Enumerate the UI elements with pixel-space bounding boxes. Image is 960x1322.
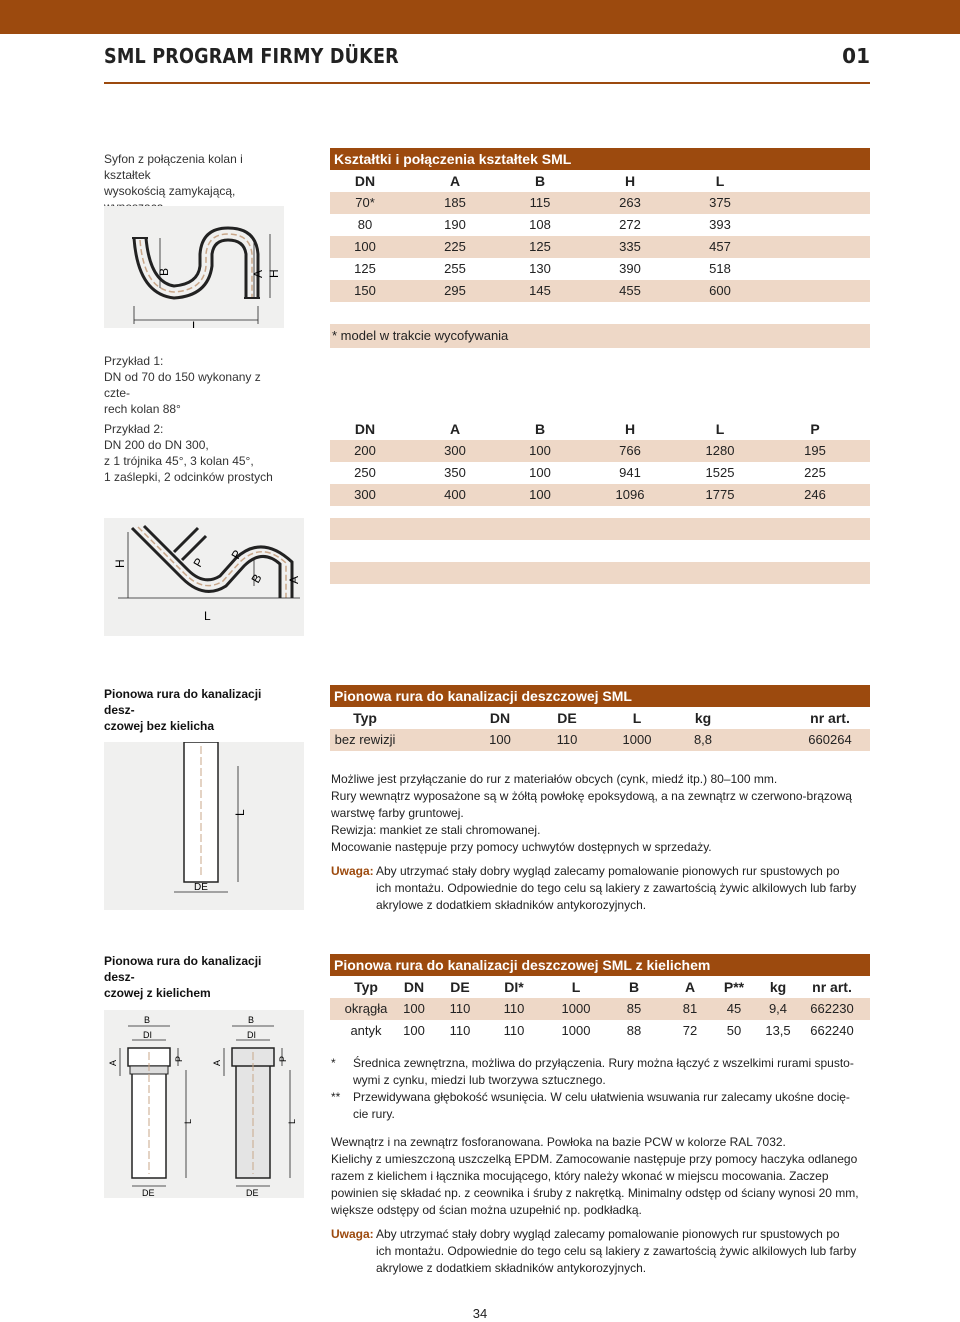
warning-line: Aby utrzymać stały dobry wygląd zalecamy pomalowanie pionowych rur spustowych po	[376, 864, 840, 878]
example2-table	[330, 418, 870, 584]
table-cell: 250	[354, 465, 376, 480]
table-cell: 115	[529, 195, 551, 210]
column-header: DN	[354, 421, 376, 437]
footnote-row	[330, 324, 870, 348]
dim-label-h: H	[267, 269, 281, 278]
table-cell: 72	[682, 1023, 698, 1038]
table-cell: 9,4	[768, 1001, 788, 1016]
table-row	[330, 462, 870, 484]
table-cell: 100	[529, 487, 551, 502]
example2-figure	[104, 518, 304, 636]
column-header: nr art.	[810, 710, 850, 726]
table-cell: 375	[709, 195, 731, 210]
footnote-line: cie rury.	[353, 1107, 395, 1121]
table-row	[330, 214, 870, 236]
dim-label-a: A	[251, 269, 265, 278]
table-row	[330, 258, 870, 280]
text-line: DN od 70 do 150 wykonany z czte-	[104, 370, 261, 400]
table-cell: 100	[403, 1001, 425, 1016]
warning-line: ich montażu. Odpowiednie do tego celu są lakiery z zawartością żywic alkilowych lub farby	[376, 1244, 857, 1258]
table-cell: 125	[354, 261, 376, 276]
socket-downpipe-figure	[104, 1010, 304, 1198]
table-cell: 1000	[622, 732, 652, 747]
page-number: 34	[472, 1306, 488, 1321]
dim-label-h: H	[113, 559, 127, 568]
dim-label-p: P	[278, 1055, 288, 1062]
table-cell: 300	[444, 443, 466, 458]
table-cell: 225	[444, 239, 466, 254]
section4-description	[104, 953, 284, 1001]
dim-label-a: A	[212, 1059, 222, 1066]
dim-label-b: B	[157, 267, 171, 276]
table-cell: 200	[354, 443, 376, 458]
table-cell: 145	[529, 283, 551, 298]
note-line: Możliwe jest przyłączanie do rur z materiałów obcych (cynk, miedź itp.) 80–100 mm.	[331, 772, 778, 786]
table-title: Pionowa rura do kanalizacji deszczowej SML	[330, 685, 870, 707]
desc-line: Pionowa rura do kanalizacji desz-	[104, 954, 262, 984]
table-cell: 662240	[810, 1023, 854, 1038]
column-header: B	[534, 421, 546, 437]
dim-label-a: A	[108, 1059, 118, 1066]
page-title: SML PROGRAM FIRMY DÜKER	[104, 44, 399, 68]
section3-description	[104, 686, 284, 734]
header-rule	[104, 82, 870, 84]
section4-warning	[331, 1226, 871, 1277]
text-line: Przykład 2:	[104, 422, 164, 436]
empty-row	[330, 518, 870, 540]
table-header-row	[330, 707, 870, 729]
warning-label: Uwaga:	[331, 1227, 374, 1241]
table-cell: 263	[619, 195, 641, 210]
table-cell: okrągła	[344, 1001, 388, 1016]
socket-downpipe-table	[330, 954, 870, 1042]
table-row	[330, 280, 870, 302]
column-header: L	[632, 710, 642, 726]
table-row	[330, 1020, 870, 1042]
table-cell: 225	[804, 465, 826, 480]
dim-label-de: DE	[246, 1188, 259, 1198]
table-cell: 45	[726, 1001, 742, 1016]
spacer-row	[330, 506, 870, 518]
footnote-line: wymi z cynku, miedzi lub tworzywa sztucznego.	[353, 1073, 606, 1087]
section-number: 01	[842, 44, 870, 68]
section4-notes	[331, 1134, 871, 1219]
note-line: warstwę farby gruntowej.	[331, 806, 464, 820]
table-cell: 130	[529, 261, 551, 276]
table-cell: 108	[529, 217, 551, 232]
table-cell: 50	[726, 1023, 742, 1038]
warning-line: akrylowe z dodatkiem składników antykorozyjnych.	[376, 898, 647, 912]
note-line: razem z kielichem i łącznika mocującego, który należy wkonać w miejscu mocowania. Zaczep	[331, 1169, 829, 1183]
footnote-item	[331, 1089, 871, 1123]
dim-label-b: B	[144, 1015, 151, 1025]
table-row	[330, 729, 870, 751]
siphon-drawing	[104, 206, 284, 328]
table-cell: 1280	[705, 443, 735, 458]
example1-text	[104, 353, 284, 417]
table-cell: 1775	[705, 487, 735, 502]
table-row	[330, 484, 870, 506]
table-cell: 272	[619, 217, 641, 232]
dim-label-l: L	[287, 1118, 297, 1124]
column-header: P	[810, 421, 820, 437]
text-line: Przykład 1:	[104, 354, 164, 368]
table-cell: 110	[556, 732, 578, 747]
section3-warning	[331, 863, 871, 914]
note-line: powinien się składać np. z ceownika i śruby z nakrętką. Minimalny odstęp od ściany wynosi 20 mm,	[331, 1186, 859, 1200]
column-header: P**	[723, 979, 745, 995]
table-title: Pionowa rura do kanalizacji deszczowej SML z kielichem	[330, 954, 870, 976]
siphon-figure	[104, 206, 284, 328]
dim-label-b: B	[248, 1015, 255, 1025]
dim-label-de: DE	[194, 882, 208, 893]
text-line: DN 200 do DN 300,	[104, 438, 209, 452]
table-cell: 8,8	[693, 732, 713, 747]
table-cell: 70*	[355, 195, 375, 210]
table-cell: 766	[619, 443, 641, 458]
dim-label-di: DI	[247, 1030, 256, 1040]
column-header: Typ	[353, 710, 377, 726]
dim-label-a: A	[287, 575, 301, 584]
table-header-row	[330, 418, 870, 440]
column-header: kg	[769, 979, 787, 995]
table-cell: 100	[354, 239, 376, 254]
table-cell: 393	[709, 217, 731, 232]
table-header-row	[330, 976, 870, 998]
table-cell: bez rewizji	[334, 732, 396, 747]
socket-downpipe-drawing	[104, 1010, 304, 1198]
table-cell: 300	[354, 487, 376, 502]
dim-label-p: P	[228, 547, 245, 562]
table-cell: 350	[444, 465, 466, 480]
note-line: większe odstępy od ścian można uzupełnić np. podkładką.	[331, 1203, 642, 1217]
table-cell: 246	[804, 487, 826, 502]
table-cell: 660264	[808, 732, 852, 747]
note-line: Rury wewnątrz wyposażone są w żółtą powłokę epoksydową, a na zewnątrz w czerwono-brązową	[331, 789, 852, 803]
warning-label: Uwaga:	[331, 864, 374, 878]
table-cell: 1525	[705, 465, 735, 480]
spacer-row	[330, 302, 870, 324]
dim-label-l: L	[192, 319, 199, 328]
section3-notes	[331, 771, 871, 856]
example2-drawing	[104, 518, 304, 636]
column-header: DE	[557, 710, 577, 726]
note-line: Mocowanie następuje przy pomocy uchwytów dostępnych w sprzedaży.	[331, 840, 712, 854]
column-header: B	[628, 979, 640, 995]
column-header: DN	[489, 710, 511, 726]
table-cell: 1000	[561, 1001, 591, 1016]
table-row	[330, 998, 870, 1020]
column-header: DE	[450, 979, 470, 995]
table-cell: 185	[444, 195, 466, 210]
desc-line: czowej bez kielicha	[104, 719, 215, 733]
table-cell: 110	[449, 1001, 471, 1016]
table-cell: 81	[682, 1001, 698, 1016]
column-header: L	[715, 173, 725, 189]
example2-text	[104, 421, 284, 485]
column-header: DI*	[504, 979, 524, 995]
empty-row	[330, 540, 870, 562]
table-cell: 125	[529, 239, 551, 254]
fittings-table	[330, 148, 870, 348]
table-cell: 941	[619, 465, 641, 480]
table-cell: 390	[619, 261, 641, 276]
column-header: H	[624, 421, 636, 437]
column-header: H	[624, 173, 636, 189]
downpipe-table	[330, 685, 870, 751]
column-header: Typ	[354, 979, 378, 995]
footnote: * model w trakcie wycofywania	[332, 328, 509, 343]
dim-label-p: P	[174, 1055, 184, 1062]
table-cell: 457	[709, 239, 731, 254]
dim-label-l: L	[204, 609, 211, 623]
table-cell: antyk	[350, 1023, 382, 1038]
text-line: z 1 trójnika 45°, 3 kolan 45°,	[104, 454, 254, 468]
table-title: Kształtki i połączenia kształtek SML	[330, 148, 870, 170]
table-cell: 400	[444, 487, 466, 502]
table-cell: 110	[503, 1001, 525, 1016]
table-cell: 455	[619, 283, 641, 298]
table-cell: 100	[529, 443, 551, 458]
table-cell: 110	[503, 1023, 525, 1038]
footnote-mark: **	[331, 1090, 341, 1104]
table-cell: 335	[619, 239, 641, 254]
dim-label-b: B	[248, 571, 265, 586]
table-cell: 600	[709, 283, 731, 298]
footnote-item	[331, 1055, 871, 1089]
desc-line: wysokością zamykającą,	[104, 184, 236, 198]
table-cell: 13,5	[765, 1023, 791, 1038]
table-cell: 100	[403, 1023, 425, 1038]
dim-label-l: L	[233, 809, 247, 816]
table-cell: 295	[444, 283, 466, 298]
column-header: B	[534, 173, 546, 189]
column-header: DN	[403, 979, 425, 995]
section4-footnotes	[331, 1055, 871, 1123]
table-cell: 88	[626, 1023, 642, 1038]
downpipe-drawing	[104, 742, 304, 910]
note-line: Wewnątrz i na zewnątrz fosforanowana. Powłoka na bazie PCW w kolorze RAL 7032.	[331, 1135, 786, 1149]
column-header: A	[449, 173, 461, 189]
footnote-line: Średnica zewnętrzna, możliwa do przyłączenia. Rury można łączyć z wszelkimi rurami spusto-	[353, 1056, 854, 1070]
note-line: Kielichy z umieszczoną uszczelką EPDM. Zamocowanie następuje przy pomocy haczyka odlanego	[331, 1152, 858, 1166]
column-header: L	[571, 979, 581, 995]
table-cell: 195	[804, 443, 826, 458]
table-row	[330, 192, 870, 214]
table-header-row	[330, 170, 870, 192]
note-line: Rewizja: mankiet ze stali chromowanej.	[331, 823, 541, 837]
table-cell: 150	[354, 283, 376, 298]
table-cell: 518	[709, 261, 731, 276]
table-cell: 100	[529, 465, 551, 480]
dim-label-de: DE	[142, 1188, 155, 1198]
desc-line: Pionowa rura do kanalizacji desz-	[104, 687, 262, 717]
table-row	[330, 236, 870, 258]
dim-label-l: L	[183, 1118, 193, 1124]
table-cell: 80	[357, 217, 373, 232]
table-cell: 100	[489, 732, 511, 747]
table-cell: 255	[444, 261, 466, 276]
column-header: kg	[694, 710, 712, 726]
table-cell: 662230	[810, 1001, 854, 1016]
table-cell: 110	[449, 1023, 471, 1038]
text-line: rech kolan 88°	[104, 402, 181, 416]
column-header: L	[715, 421, 725, 437]
column-header: A	[684, 979, 696, 995]
dim-label-di: DI	[143, 1030, 152, 1040]
footnote-mark: *	[331, 1056, 336, 1070]
footnote-line: Przewidywana głębokość wsunięcia. W celu ułatwienia wsuwania rur zalecamy ukośne docię-	[353, 1090, 850, 1104]
empty-row	[330, 562, 870, 584]
column-header: nr art.	[812, 979, 852, 995]
table-row	[330, 440, 870, 462]
downpipe-figure	[104, 742, 304, 910]
warning-line: Aby utrzymać stały dobry wygląd zalecamy pomalowanie pionowych rur spustowych po	[376, 1227, 840, 1241]
desc-line: czowej z kielichem	[104, 986, 211, 1000]
table-cell: 1096	[615, 487, 645, 502]
page-header	[104, 44, 870, 72]
text-line: 1 zaślepki, 2 odcinków prostych	[104, 470, 273, 484]
warning-line: ich montażu. Odpowiednie do tego celu są lakiery z zawartością żywic alkilowych lub farby	[376, 881, 857, 895]
column-header: DN	[354, 173, 376, 189]
top-color-bar	[0, 0, 960, 34]
desc-line: Syfon z połączenia kolan i kształtek	[104, 152, 243, 182]
column-header: A	[449, 421, 461, 437]
dim-label-p: P	[190, 555, 207, 570]
table-cell: 85	[626, 1001, 642, 1016]
warning-line: akrylowe z dodatkiem składników antykorozyjnych.	[376, 1261, 647, 1275]
table-cell: 1000	[561, 1023, 591, 1038]
table-cell: 190	[444, 217, 466, 232]
